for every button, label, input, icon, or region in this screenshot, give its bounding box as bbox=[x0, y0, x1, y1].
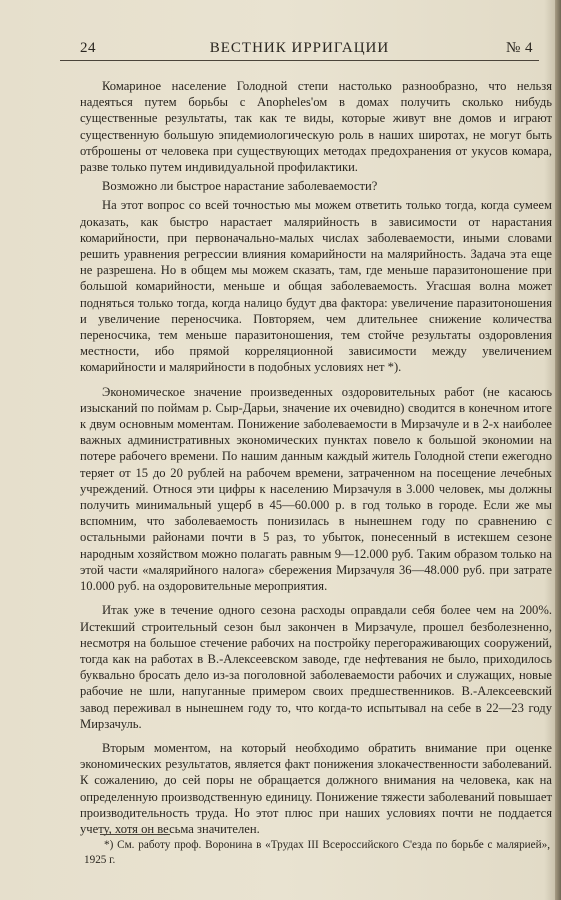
journal-title: ВЕСТНИК ИРРИГАЦИИ bbox=[209, 40, 390, 56]
page-number: 24 bbox=[80, 40, 96, 56]
footnote: *) См. работу проф. Воронина в «Трудах III Всероссийского С'езда по борьбе с малярией», 1925 г. bbox=[84, 839, 550, 866]
question-line: Возможно ли быстрое нарастание заболеваемости? bbox=[102, 179, 378, 194]
paragraph: Экономическое значение произведенных оздоровительных работ (не касаюсь изысканий по поймам р. Сыр-Дарьи, значение их очевидно) сводится в конечном итоге к двум основным моментам. Понижение заболеваемости в Мирзачуле и в 2-х наиболее важных административных экономических пунктах повело к большой экономии на потере рабочего времени. По нашим данным каждый житель Голодной степи ежегодно теряет от 15 до 20 рублей на рабочем времени, затраченном на посещение лечебных учреждений. Относя эти цифры к населению Мирзачуля в 3.000 человек, мы должны получить минимальный ущерб в 45—60.000 р. в год только в городе. Если же мы вспомним, что заболеваемость понизилась в нынешнем году по сравнению с остальными районами почти в 5 раз, то убыток, понесенный в истекшем сезоне народным хозяйством можно полагать равным 9—12.000 руб. Таким образом только на этой части «малярийного налога» сбережения Мирзачуля 36—48.000 руб. при затрате 10.000 руб. на оздоровительные мероприятия. bbox=[80, 384, 552, 594]
footnote-divider bbox=[100, 834, 170, 835]
paragraph: Комариное население Голодной степи настолько разнообразно, что нельзя надеяться путем борьбы с Anopheles'ом в домах получить сколько нибудь существенные результаты, так как те виды, которые живут вне домов и играют существенную большую эпидемиологическую роль в наших широтах, не могут быть отброшены от человека при существующих методах предохранения от укусов комара, разве только путем индивидуальной профилактики. bbox=[80, 79, 552, 175]
paragraph: Вторым моментом, на который необходимо обратить внимание при оценке экономических результатов, является факт понижения злокачественности заболеваний. К сожалению, до сей поры не обращается должного внимания на человека, как на определенную производственную единицу. Понижение тяжести заболеваний повышает производительность труда. Но этот плюс при наших условиях почти не поддается учету, хотя он весьма значителен. bbox=[80, 740, 552, 836]
article-body bbox=[80, 78, 552, 840]
page-header bbox=[60, 38, 539, 61]
paragraph: На этот вопрос со всей точностью мы можем ответить только тогда, когда сумеем доказать, как быстро нарастает малярийность в зависимости от нарастания комарийности, при первоначально-малых числах заболеваемости, иными словами решить уравнения регрессии влияния комарийности на малярийность. Задача эта еще не разрешена. Но в общем мы можем сказать, там, где меньше паразитоношение при большой комарийности, меньше и общая заболеваемость. Угасшая волна может подняться только тогда, когда налицо будут два фактора: увеличение паразитоношения и увеличение переносчика. Повторяем, чем длительнее снижение количества переносчика, тем меньше паразитоношения, тем стойче результаты оздоровления местности, ибо прямой корреляционной зависимости между увеличением комарийности и малярийности в подобных условиях нет *). bbox=[80, 198, 552, 375]
issue-number: № 4 bbox=[505, 40, 533, 56]
page-edge-shadow bbox=[555, 0, 561, 900]
paragraph: Итак уже в течение одного сезона расходы оправдали себя более чем на 200%. Истекший строительный сезон был закончен в Мирзачуле, прошел безболезненно, несмотря на большое стечение рабочих на постройку перегораживающих сооружений, тогда как на работах в В.-Алексеевском заводе, где нефтевания не было, приходилось буквально бросать дело из-за поголовной заболеваемости рабочих и служащих, новые рабочие не шли, напуганные примером своих предшественников. В.-Алексеевский завод переживал в нынешнем году то, что когда-то испытывал на себе в 22—23 году Мирзачуль. bbox=[80, 603, 552, 731]
